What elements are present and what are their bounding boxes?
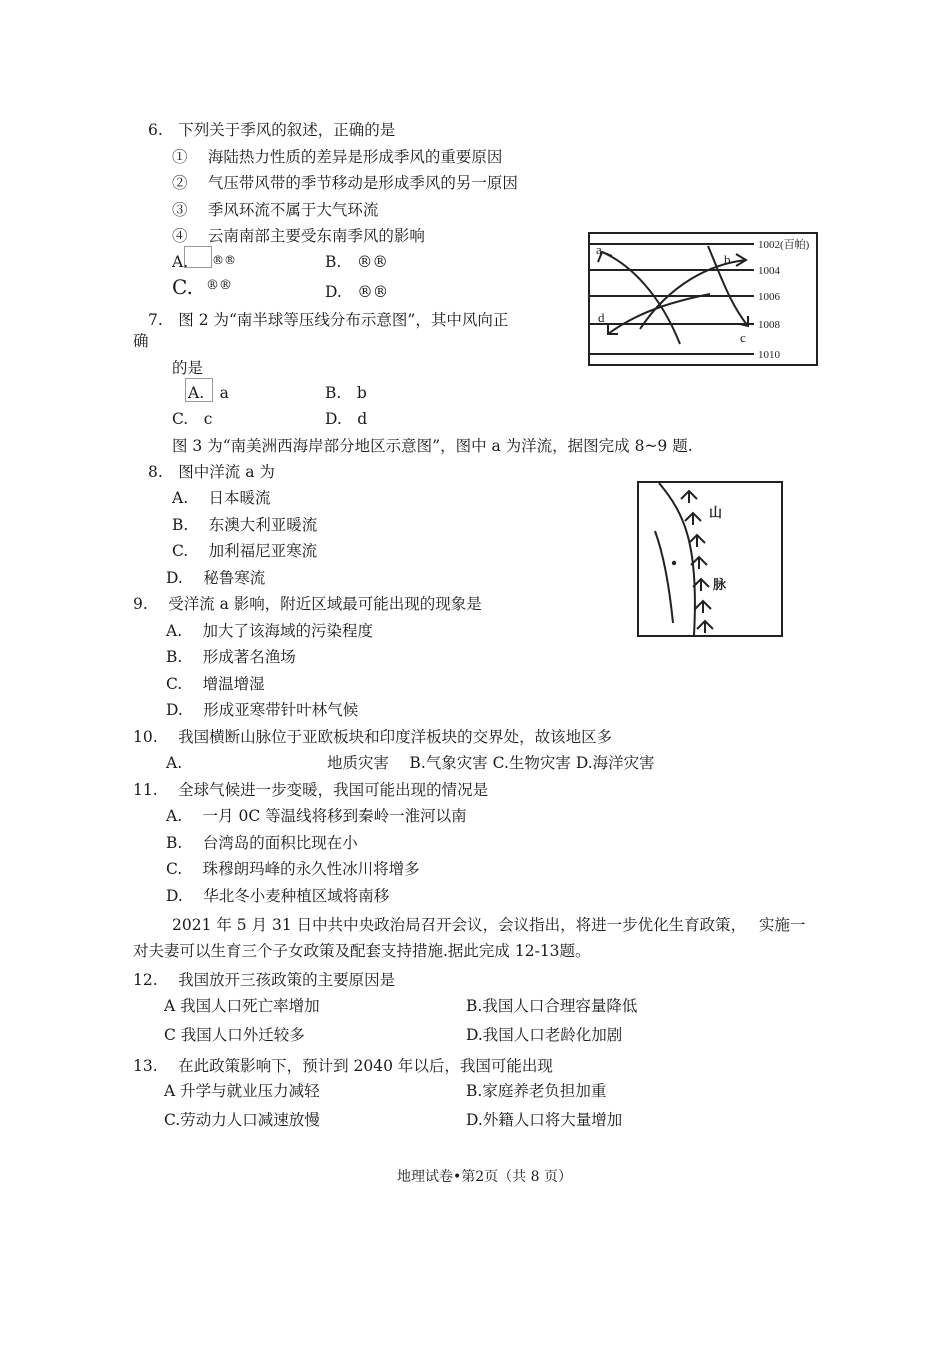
wind-label-c: c xyxy=(740,330,746,345)
mountain-label-2: 脉 xyxy=(713,578,727,593)
intro-12-13-line-2: 对夫妻可以生育三个子女政策及配套支持措施.据此完成 12-13题。 xyxy=(133,942,591,960)
q12-choice-b: B.我国人口合理容量降低 xyxy=(466,997,638,1015)
q9-choice-c: C. 增温增湿 xyxy=(166,675,265,693)
q9-stem: 9. 受洋流 a 影响，附近区域最可能出现的现象是 xyxy=(133,595,482,613)
isobar-label-1006: 1006 xyxy=(758,291,780,303)
q7-choice-b: B. b xyxy=(325,384,367,402)
current-marker xyxy=(672,561,676,565)
wind-label-d: d xyxy=(598,310,605,325)
q7-choice-c: C. c xyxy=(172,410,213,428)
isobar-label-1002: 1002(百帕) xyxy=(758,239,810,251)
q12-choice-a: A 我国人口死亡率增加 xyxy=(164,997,320,1015)
intro-12-13-line-1: 2021 年 5 月 31 日中共中央政治局召开会议，会议指出，将进一步优化生育政策， 实施一 xyxy=(172,916,806,934)
ocean-current-a xyxy=(655,531,673,623)
q8-choice-a: A. 日本暖流 xyxy=(172,489,271,507)
q11-choice-b: B. 台湾岛的面积比现在小 xyxy=(166,834,358,852)
q6-stem: 6. 下列关于季风的叙述，正确的是 xyxy=(148,121,396,139)
isobar-label-1004: 1004 xyxy=(758,265,780,277)
q7-choice-d: D. d xyxy=(325,410,368,428)
q6-statement-3: ③ 季风环流不属于大气环流 xyxy=(172,201,379,219)
q7-stem-end: 的是 xyxy=(172,359,204,377)
q13-stem: 13. 在此政策影响下，预计到 2040 年以后，我国可能出现 xyxy=(133,1057,553,1075)
q6-choice-c: C. xyxy=(172,275,193,299)
q6-choice-d: D. ®® xyxy=(325,283,389,301)
q9-choice-a: A. 加大了该海域的污染程度 xyxy=(166,622,374,640)
q6-choice-b: B. ®® xyxy=(325,253,388,271)
wind-arrow-d xyxy=(608,294,710,334)
q12-choice-d: D.我国人口老龄化加剧 xyxy=(466,1026,623,1044)
q9-choice-d: D. 形成亚寒带针叶林气候 xyxy=(166,701,359,719)
q11-choice-d: D. 华北冬小麦种植区域将南移 xyxy=(166,887,390,905)
q8-choice-c: C. 加利福尼亚寒流 xyxy=(172,542,318,560)
q12-stem: 12. 我国放开三孩政策的主要原因是 xyxy=(133,971,396,989)
isobar-label-1008: 1008 xyxy=(758,319,780,331)
q8-choice-b: B. 东澳大利亚暖流 xyxy=(172,516,318,534)
mountain-label-1: 山 xyxy=(709,506,723,521)
q11-choice-c: C. 珠穆朗玛峰的永久性冰川将增多 xyxy=(166,860,420,878)
q11-stem: 11. 全球气候进一步变暖，我国可能出现的情况是 xyxy=(133,781,489,799)
q13-choice-d: D.外籍人口将大量增加 xyxy=(466,1111,623,1129)
q13-choice-b: B.家庭养老负担加重 xyxy=(466,1082,607,1100)
figure-3-svg xyxy=(639,483,781,635)
q11-choice-a: A. 一月 0C 等温线将移到秦岭一淮河以南 xyxy=(166,807,467,825)
q6-choice-a-value: ®® xyxy=(212,253,236,267)
figure-3-coast-map xyxy=(637,481,783,637)
q6-answer-box xyxy=(184,246,212,268)
q6-statement-1: ① 海陆热力性质的差异是形成季风的重要原因 xyxy=(172,148,503,166)
q6-choice-c-value: ®® xyxy=(206,278,232,293)
wind-label-a: a xyxy=(596,242,602,257)
q8-choice-d: D. 秘鲁寒流 xyxy=(166,569,266,587)
q9-choice-b: B. 形成著名渔场 xyxy=(166,648,296,666)
q10-choice-a: A. xyxy=(166,754,183,772)
q6-choice-a: A. xyxy=(172,253,189,271)
q13-choice-a: A 升学与就业压力减轻 xyxy=(164,1082,320,1100)
q13-choice-c: C.劳动力人口减速放慢 xyxy=(164,1111,320,1129)
figure-2-svg xyxy=(590,234,816,364)
intro-8-9: 图 3 为“南美洲西海岸部分地区示意图”，图中 a 为洋流，据图完成 8~9 题. xyxy=(172,437,693,455)
figure-2-isobar-map xyxy=(588,232,818,366)
q6-statement-4: ④ 云南南部主要受东南季风的影响 xyxy=(172,227,425,245)
coastline xyxy=(659,483,695,635)
q10-stem: 10. 我国横断山脉位于亚欧板块和印度洋板块的交界处，故该地区多 xyxy=(133,728,613,746)
wind-label-b: b xyxy=(724,252,731,267)
q7-stem: 7. 图 2 为“南半球等压线分布示意图”，其中风向正 xyxy=(148,311,509,329)
q8-stem: 8. 图中洋流 a 为 xyxy=(148,463,275,481)
q10-choices: 地质灾害 B.气象灾害 C.生物灾害 D.海洋灾害 xyxy=(327,754,655,772)
page-footer: 地理试卷•第2页（共 8 页） xyxy=(397,1169,572,1185)
q7-choice-a: A. a xyxy=(188,384,229,402)
q7-stem-cont: 确 xyxy=(133,332,149,350)
q12-choice-c: C 我国人口外迁较多 xyxy=(164,1026,305,1044)
isobar-label-1010: 1010 xyxy=(758,349,780,361)
q6-statement-2: ② 气压带风带的季节移动是形成季风的另一原因 xyxy=(172,174,518,192)
